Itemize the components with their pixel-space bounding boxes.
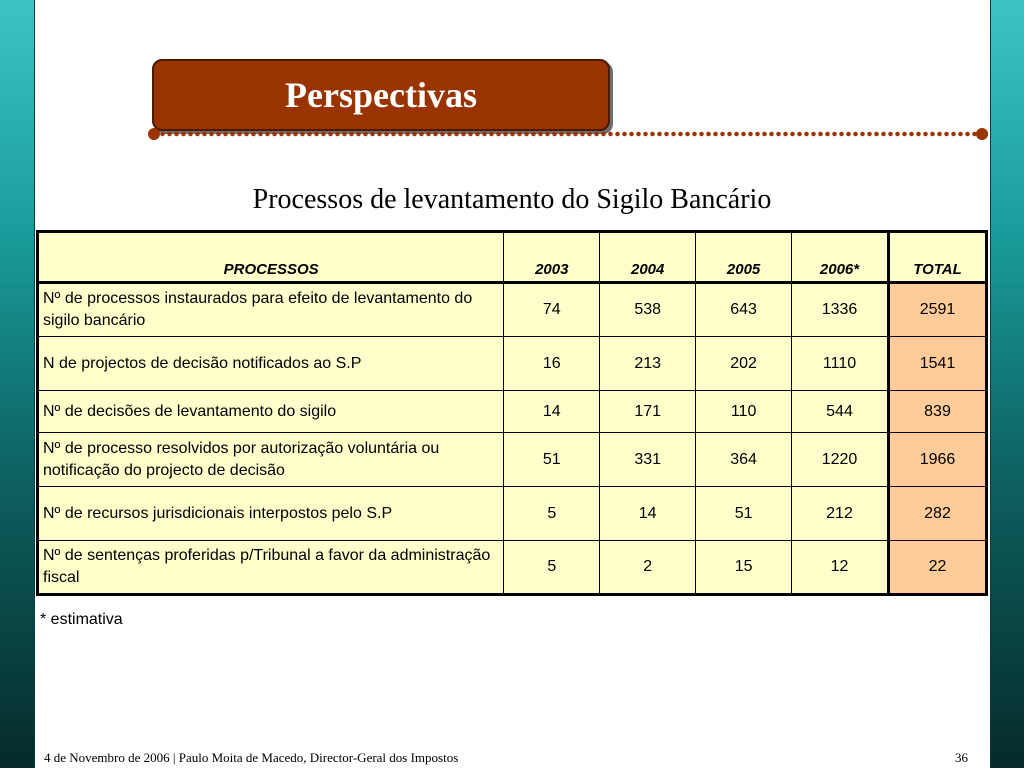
cell-value: 74 xyxy=(504,283,600,337)
table-row xyxy=(38,337,987,391)
header-2004: 2004 xyxy=(600,232,696,283)
cell-total: 2591 xyxy=(888,283,986,337)
cell-total: 22 xyxy=(888,541,986,595)
row-label: Nº de recursos jurisdicionais interpostos pelo S.P xyxy=(38,487,504,541)
footnote: * estimativa xyxy=(40,611,123,628)
table-header-row xyxy=(38,232,987,283)
cell-value: 14 xyxy=(504,391,600,433)
cell-value: 16 xyxy=(504,337,600,391)
row-label: Nº de processos instaurados para efeito de levantamento do sigilo bancário xyxy=(38,283,504,337)
page-number: 36 xyxy=(955,750,968,765)
cell-value: 538 xyxy=(600,283,696,337)
table-title: Processos de levantamento do Sigilo Bancário xyxy=(252,184,772,215)
cell-value: 544 xyxy=(792,391,889,433)
divider-end-dot xyxy=(976,128,988,140)
right-decorative-bar xyxy=(990,0,1024,768)
cell-value: 15 xyxy=(696,541,792,595)
cell-value: 202 xyxy=(696,337,792,391)
cell-value: 2 xyxy=(600,541,696,595)
row-label: N de projectos de decisão notificados ao S.P xyxy=(38,337,504,391)
header-2005: 2005 xyxy=(696,232,792,283)
cell-value: 12 xyxy=(792,541,889,595)
dotted-divider xyxy=(152,131,988,137)
cell-value: 212 xyxy=(792,487,889,541)
row-label: Nº de decisões de levantamento do sigilo xyxy=(38,391,504,433)
table-row xyxy=(38,541,987,595)
processes-table xyxy=(36,230,988,596)
cell-value: 643 xyxy=(696,283,792,337)
cell-total: 282 xyxy=(888,487,986,541)
cell-value: 51 xyxy=(504,433,600,487)
cell-value: 213 xyxy=(600,337,696,391)
table-row xyxy=(38,283,987,337)
cell-value: 110 xyxy=(696,391,792,433)
left-decorative-bar xyxy=(0,0,35,768)
header-total: TOTAL xyxy=(888,232,986,283)
cell-value: 51 xyxy=(696,487,792,541)
header-2006: 2006* xyxy=(792,232,889,283)
table-row xyxy=(38,433,987,487)
cell-value: 1110 xyxy=(792,337,889,391)
slide-title: Perspectivas xyxy=(285,75,477,115)
footer-text: 4 de Novembro de 2006 | Paulo Moita de Macedo, Director-Geral dos Impostos xyxy=(44,750,459,765)
cell-value: 171 xyxy=(600,391,696,433)
header-processos: PROCESSOS xyxy=(38,232,504,283)
cell-value: 5 xyxy=(504,487,600,541)
cell-value: 14 xyxy=(600,487,696,541)
cell-total: 1541 xyxy=(888,337,986,391)
cell-total: 1966 xyxy=(888,433,986,487)
table-row xyxy=(38,487,987,541)
table-row xyxy=(38,391,987,433)
cell-value: 1336 xyxy=(792,283,889,337)
cell-value: 5 xyxy=(504,541,600,595)
cell-total: 839 xyxy=(888,391,986,433)
row-label: Nº de sentenças proferidas p/Tribunal a favor da administração fiscal xyxy=(38,541,504,595)
row-label: Nº de processo resolvidos por autorização voluntária ou notificação do projecto de decisão xyxy=(38,433,504,487)
header-2003: 2003 xyxy=(504,232,600,283)
cell-value: 331 xyxy=(600,433,696,487)
title-banner xyxy=(152,59,610,131)
cell-value: 1220 xyxy=(792,433,889,487)
cell-value: 364 xyxy=(696,433,792,487)
